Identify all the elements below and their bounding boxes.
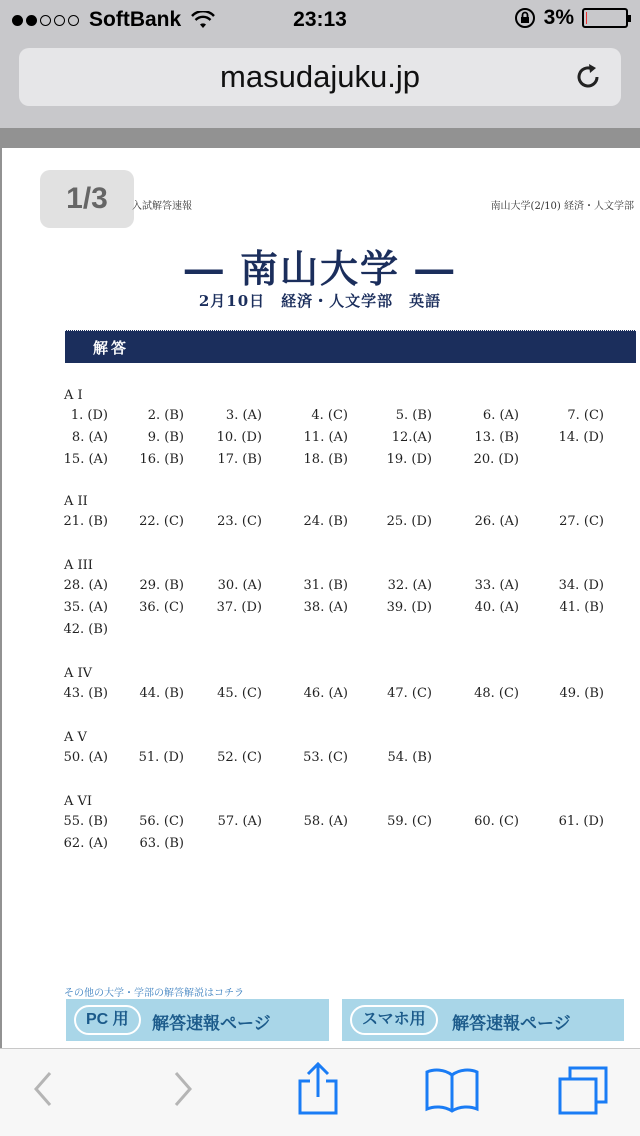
- answer-item: 55. (B): [63, 814, 108, 829]
- tabs-icon[interactable]: [556, 1065, 610, 1117]
- answer-item: 3. (A): [225, 408, 262, 423]
- section-label: A I: [64, 388, 83, 403]
- section-label: A II: [64, 494, 88, 509]
- answer-item: 40. (A): [474, 600, 519, 615]
- forward-icon[interactable]: [170, 1067, 196, 1111]
- answer-item: 43. (B): [63, 686, 108, 701]
- answer-item: 38. (A): [303, 600, 348, 615]
- answer-item: 49. (B): [559, 686, 604, 701]
- carrier-name: SoftBank: [89, 8, 182, 31]
- browser-toolbar: [0, 1048, 640, 1136]
- answer-item: 14. (D): [558, 430, 604, 445]
- answer-item: 2. (B): [147, 408, 184, 423]
- battery-icon: [582, 8, 628, 28]
- section-label: A V: [64, 730, 87, 745]
- page-indicator: 1/3: [40, 170, 134, 228]
- sp-pill: スマホ用: [350, 1005, 438, 1035]
- status-bar: [0, 0, 640, 40]
- answer-item: 20. (D): [473, 452, 519, 467]
- header-left: 入試解答速報: [132, 201, 192, 212]
- answer-item: 42. (B): [63, 622, 108, 637]
- smartphone-answer-page-button[interactable]: [342, 999, 624, 1041]
- answer-heading-bar: [65, 330, 636, 363]
- answer-item: 23. (C): [217, 514, 262, 529]
- page-title: ― 南山大学 ―: [184, 246, 456, 291]
- page-subtitle: 2月10日 経済・人文学部 英語: [198, 292, 442, 310]
- answer-item: 9. (B): [147, 430, 184, 445]
- answer-item: 50. (A): [63, 750, 108, 765]
- answer-item: 60. (C): [474, 814, 519, 829]
- answer-item: 46. (A): [303, 686, 348, 701]
- answer-item: 4. (C): [311, 408, 348, 423]
- answer-item: 27. (C): [559, 514, 604, 529]
- other-universities-link[interactable]: その他の大学・学部の解答解説はコチラ: [64, 988, 244, 999]
- answer-item: 32. (A): [387, 578, 432, 593]
- rotation-lock-icon: [514, 7, 536, 29]
- answer-item: 39. (D): [386, 600, 432, 615]
- answer-item: 29. (B): [139, 578, 184, 593]
- answer-item: 37. (D): [216, 600, 262, 615]
- pc-answer-page-button[interactable]: [66, 999, 329, 1041]
- answer-item: 19. (D): [386, 452, 432, 467]
- answer-item: 30. (A): [217, 578, 262, 593]
- answer-item: 59. (C): [387, 814, 432, 829]
- section-label: A III: [64, 558, 93, 573]
- answer-item: 8. (A): [71, 430, 108, 445]
- answer-item: 52. (C): [217, 750, 262, 765]
- answer-item: 18. (B): [303, 452, 348, 467]
- answer-item: 51. (D): [138, 750, 184, 765]
- answer-item: 34. (D): [558, 578, 604, 593]
- answer-item: 54. (B): [387, 750, 432, 765]
- answer-item: 25. (D): [386, 514, 432, 529]
- answer-item: 22. (C): [139, 514, 184, 529]
- answer-item: 47. (C): [387, 686, 432, 701]
- answer-item: 48. (C): [474, 686, 519, 701]
- pc-pill: PC 用: [74, 1005, 141, 1035]
- answer-item: 33. (A): [474, 578, 519, 593]
- answer-item: 13. (B): [474, 430, 519, 445]
- reload-icon[interactable]: [573, 62, 603, 92]
- battery-percent: 3%: [543, 6, 574, 29]
- answer-item: 10. (D): [216, 430, 262, 445]
- url-text[interactable]: masudajuku.jp: [220, 59, 420, 94]
- answer-item: 15. (A): [63, 452, 108, 467]
- answer-item: 41. (B): [559, 600, 604, 615]
- answer-item: 6. (A): [482, 408, 519, 423]
- answer-item: 11. (A): [303, 430, 348, 445]
- answer-item: 58. (A): [303, 814, 348, 829]
- answer-item: 36. (C): [139, 600, 184, 615]
- answer-item: 56. (C): [139, 814, 184, 829]
- answer-item: 24. (B): [303, 514, 348, 529]
- browser-chrome: [0, 40, 640, 128]
- section-label: A VI: [64, 794, 93, 809]
- address-bar[interactable]: [19, 48, 621, 106]
- share-icon[interactable]: [296, 1061, 340, 1117]
- answer-item: 28. (A): [63, 578, 108, 593]
- answer-item: 16. (B): [139, 452, 184, 467]
- bookmarks-icon[interactable]: [424, 1067, 480, 1113]
- back-icon[interactable]: [30, 1067, 56, 1111]
- answer-heading: 解答: [93, 339, 130, 357]
- answer-item: 26. (A): [474, 514, 519, 529]
- answer-item: 45. (C): [217, 686, 262, 701]
- answer-item: 62. (A): [63, 836, 108, 851]
- answer-item: 12.(A): [391, 430, 432, 445]
- answer-item: 21. (B): [63, 514, 108, 529]
- status-time: 23:13: [293, 8, 347, 31]
- answer-item: 5. (B): [395, 408, 432, 423]
- answer-item: 7. (C): [567, 408, 604, 423]
- answer-item: 44. (B): [139, 686, 184, 701]
- answer-item: 57. (A): [217, 814, 262, 829]
- header-right: 南山大学(2/10) 経済・人文学部: [490, 201, 634, 212]
- sp-button-text: 解答速報ページ: [452, 1014, 571, 1033]
- answer-item: 1. (D): [70, 408, 108, 423]
- answer-item: 53. (C): [303, 750, 348, 765]
- pc-button-text: 解答速報ページ: [152, 1014, 271, 1033]
- answer-item: 17. (B): [217, 452, 262, 467]
- answer-item: 63. (B): [139, 836, 184, 851]
- answer-item: 35. (A): [63, 600, 108, 615]
- answer-item: 31. (B): [303, 578, 348, 593]
- answer-item: 61. (D): [558, 814, 604, 829]
- section-label: A IV: [64, 666, 93, 681]
